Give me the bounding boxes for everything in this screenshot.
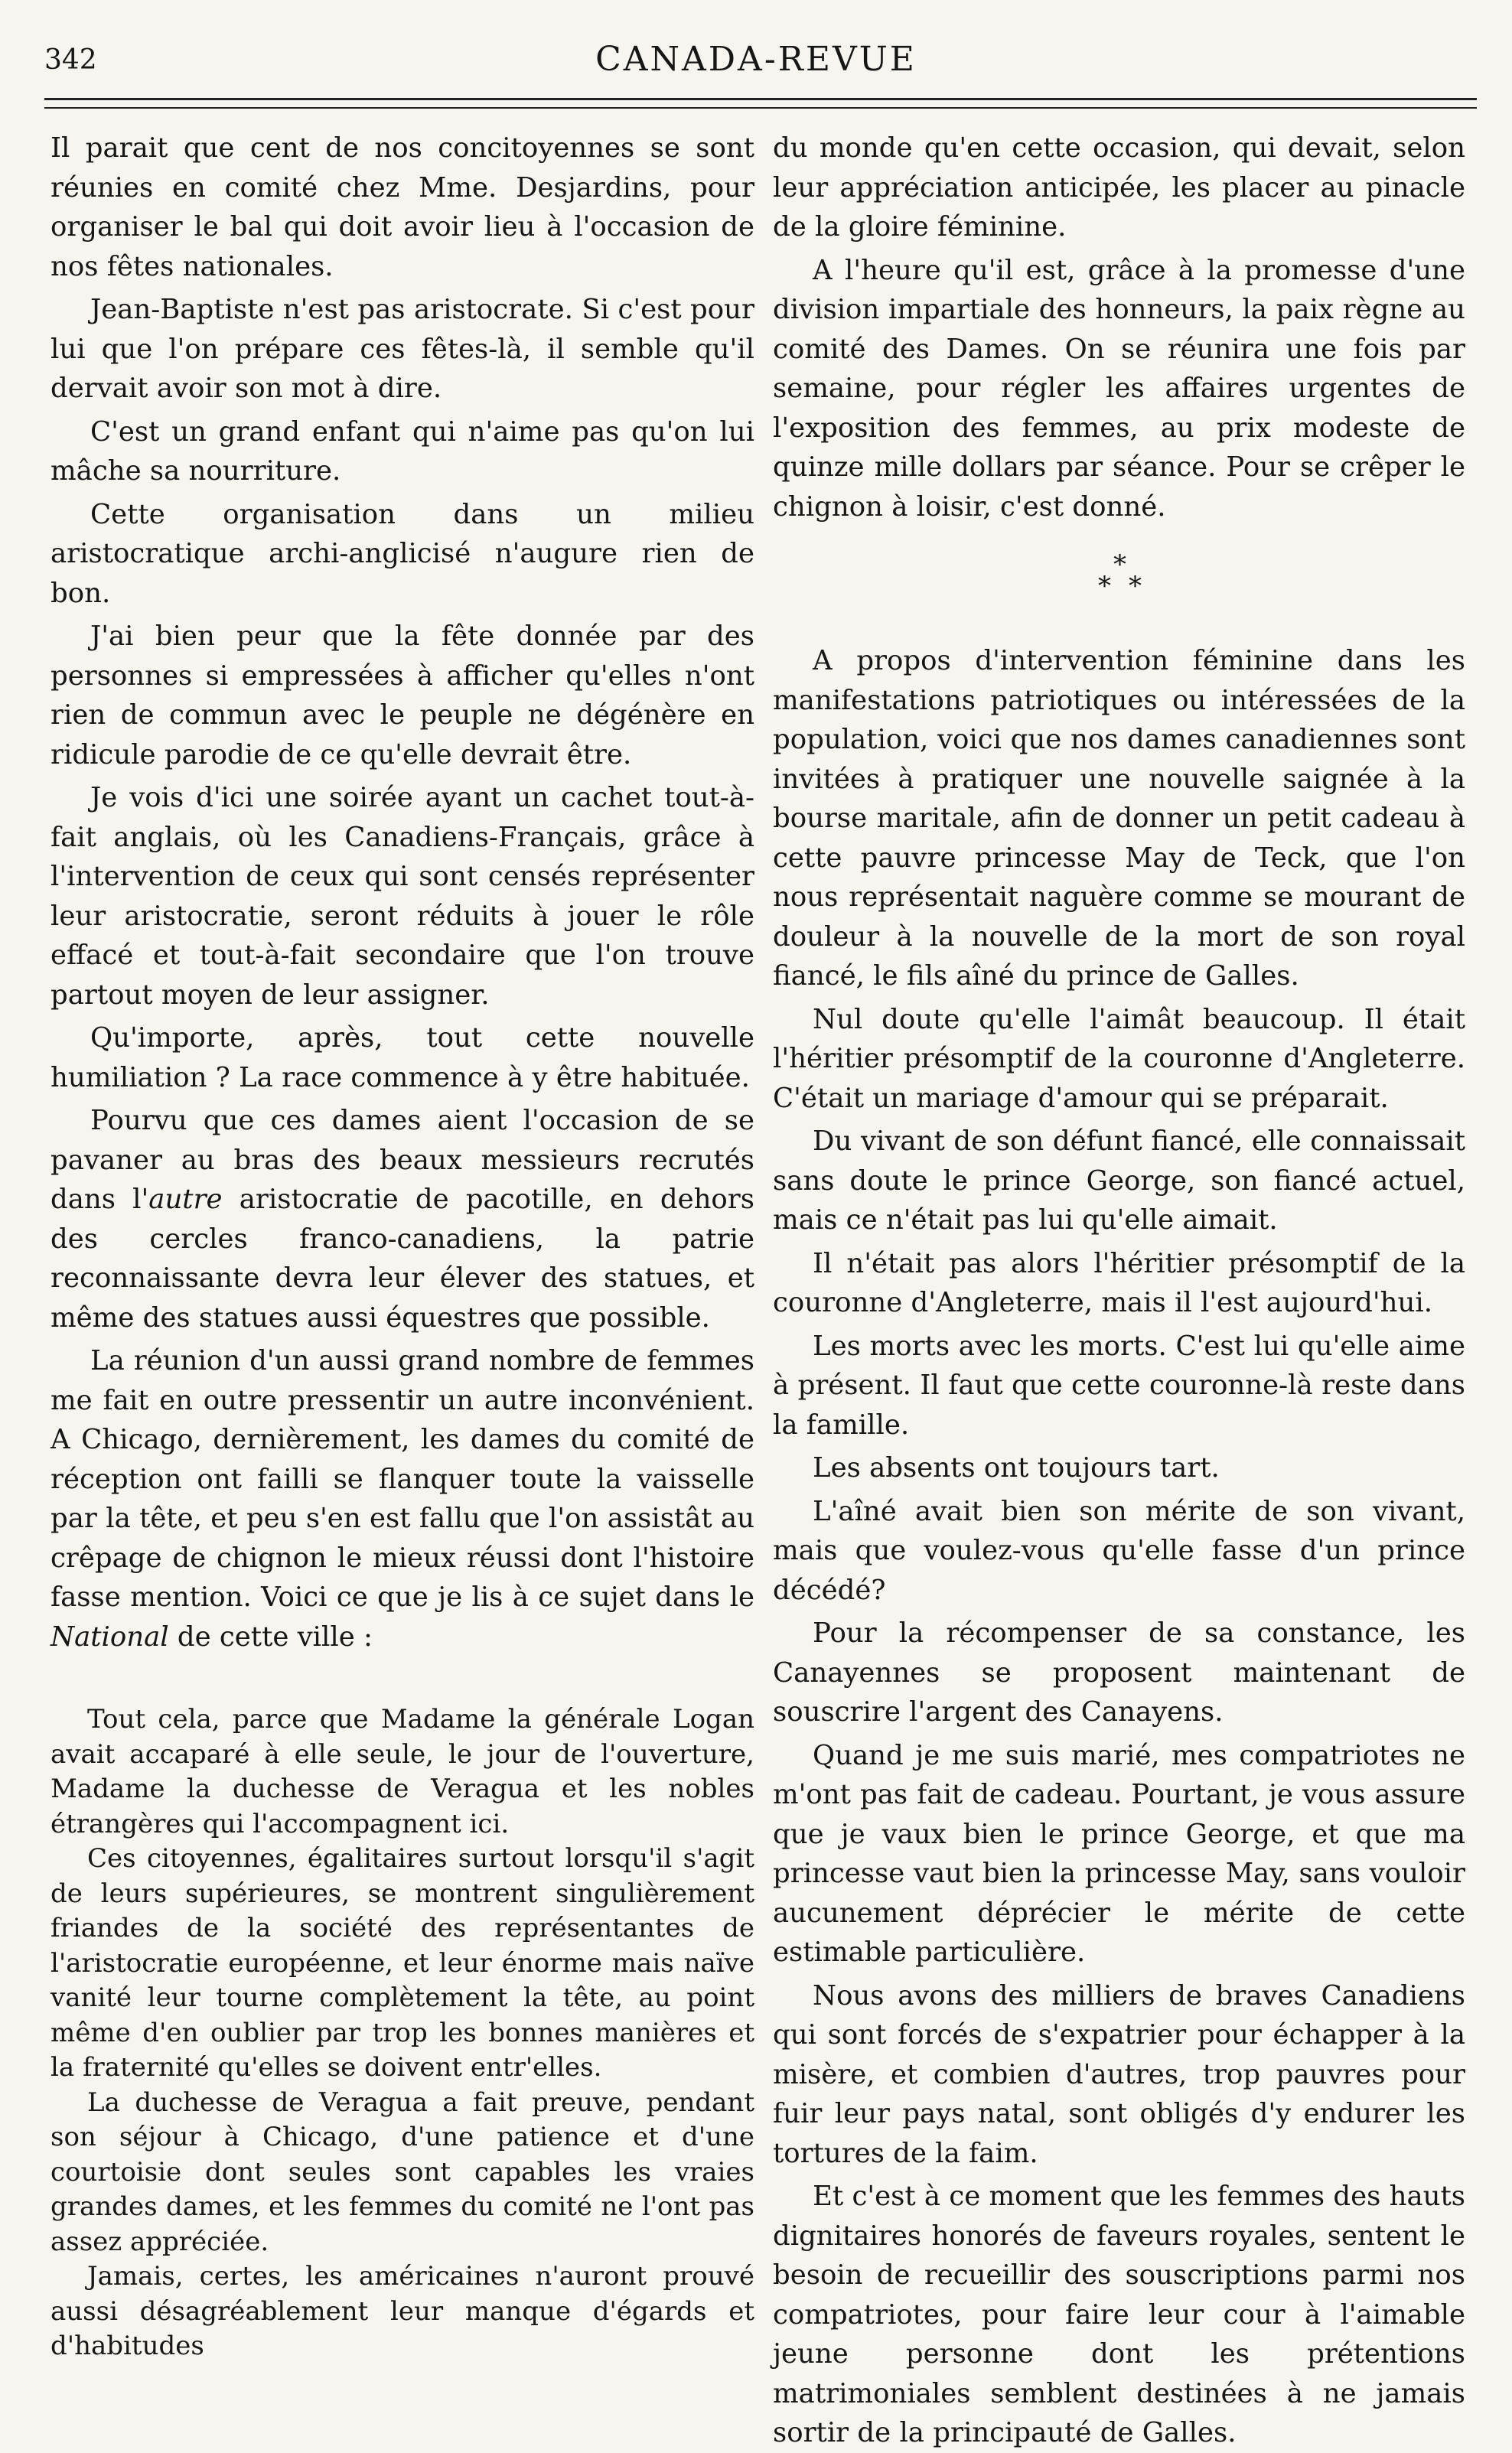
- quote-paragraph: Ces citoyennes, égalitaires surtout lorsqu'il s'agit de leurs supérieures, se montrent singulièrement friandes de la société des représentantes de l'aristocratie européenne, et leur énorme mais naïve vanité leur tourne complètement la tête, au point même d'en oublier par trop les bonnes manières et la fraternité qu'elles se doivent entr'elles.: [51, 1843, 754, 2083]
- asterism-divider: [773, 549, 1465, 641]
- paragraph: Du vivant de son défunt fiancé, elle connaissait sans doute le prince George, son fiancé actuel, mais ce n'était pas lui qu'elle aimait.: [773, 1126, 1465, 1236]
- quote-paragraph: Jamais, certes, les américaines n'auront prouvé aussi désagréablement leur manque d'égards et d'habitudes: [51, 2261, 754, 2361]
- paragraph: Nous avons des milliers de braves Canadiens qui sont forcés de s'expatrier pour échapper à la misère, et combien d'autres, trop pauvres pour fuir leur pays natal, sont obligés d'y endurer les tortures de la faim.: [773, 1979, 1465, 2169]
- running-head-title: CANADA-REVUE: [595, 40, 917, 79]
- text-run: Pourvu que ces dames aient l'occasion de se pavaner au bras des beaux messieurs recrutés dans l': [51, 1105, 754, 1215]
- text-run: aristocratie de pacotille, en dehors des cercles franco-canadiens, la patrie reconnaissante devra leur élever des statues, et même des statues aussi équestres que possible.: [51, 1184, 754, 1334]
- paragraph: Quand je me suis marié, mes compatriotes ne m'ont pas fait de cadeau. Pourtant, je vous assure que je vaux bien le prince George, et que ma princesse vaut bien la princesse May, sans vouloir aucunement déprécier le mérite de cette estimable particulière.: [773, 1739, 1465, 1968]
- asterisk: *: [1113, 549, 1126, 580]
- paragraph: A propos d'intervention féminine dans les manifestations patriotiques ou intéressées de la population, voici que nos dames canadiennes sont invitées à pratiquer une nouvelle saignée à la bourse maritale, afin de donner un petit cadeau à cette pauvre princesse May de Teck, que l'on nous représentait naguère comme se mourant de douleur à la nouvelle de la mort de son royal fiancé, le fils aîné du prince de Galles.: [773, 645, 1465, 992]
- italic-word: autre: [148, 1184, 223, 1215]
- paragraph: L'aîné avait bien son mérite de son vivant, mais que voulez-vous qu'elle fasse d'un prince décédé?: [773, 1495, 1465, 1606]
- right-column: [773, 129, 1465, 2453]
- paragraph: Je vois d'ici une soirée ayant un cachet tout-à-fait anglais, où les Canadiens-Français, grâce à l'intervention de ceux qui sont censés représenter leur aristocratie, seront réduits à jouer le rôle effacé et tout-à-fait secondaire que l'on trouve partout moyen de leur assigner.: [51, 782, 754, 1011]
- paragraph: Nul doute qu'elle l'aimât beaucoup. Il était l'héritier présomptif de la couronne d'Angleterre. C'était un mariage d'amour qui se préparait.: [773, 1003, 1465, 1114]
- paragraph: Cette organisation dans un milieu aristocratique archi-anglicisé n'augure rien de bon.: [51, 498, 754, 609]
- block-quote: [51, 1702, 754, 2364]
- paragraph: A l'heure qu'il est, grâce à la promesse d'une division impartiale des honneurs, la paix règne au comité des Dames. On se réunira une fois par semaine, pour régler les affaires urgentes de l'exposition des femmes, au prix modeste de quinze mille dollars par séance. Pour se crêper le chignon à loisir, c'est donné.: [773, 254, 1465, 523]
- paragraph: Les morts avec les morts. C'est lui qu'elle aime à présent. Il faut que cette couronne-là reste dans la famille.: [773, 1330, 1465, 1441]
- asterisk: *: [1129, 571, 1142, 601]
- paragraph: du monde qu'en cette occasion, qui devait, selon leur appréciation anticipée, les placer au pinacle de la gloire féminine.: [773, 132, 1465, 243]
- paragraph: C'est un grand enfant qui n'aime pas qu'on lui mâche sa nourriture.: [51, 415, 754, 487]
- header-rule: [44, 98, 1477, 100]
- paragraph: [51, 1341, 754, 1657]
- paragraph: Il parait que cent de nos concitoyennes se sont réunies en comité chez Mme. Desjardins, pour organiser le bal qui doit avoir lieu à l'occasion de nos fêtes nationales.: [51, 132, 754, 282]
- paragraph: Pour la récompenser de sa constance, les Canayennes se proposent maintenant de souscrire l'argent des Canayens.: [773, 1617, 1465, 1728]
- text-run: La réunion d'un aussi grand nombre de femmes me fait en outre pressentir un autre inconvénient. A Chicago, dernièrement, les dames du comité de réception ont failli se flanquer toute la vaisselle par la tête, et peu s'en est fallu que l'on assistât au crêpage de chignon le mieux réussi dont l'histoire fasse mention. Voici ce que je lis à ce sujet dans le: [51, 1345, 754, 1613]
- quote-paragraph: La duchesse de Veragua a fait preuve, pendant son séjour à Chicago, d'une patience et d'une courtoisie dont seules sont capables les vraies grandes dames, et les femmes du comité ne l'ont pas assez appréciée.: [51, 2087, 754, 2257]
- left-column: [51, 129, 754, 2364]
- quote-paragraph: Tout cela, parce que Madame la générale Logan avait accaparé à elle seule, le jour de l'ouverture, Madame la duchesse de Veragua et les nobles étrangères qui l'accompagnent ici.: [51, 1704, 754, 1839]
- paragraph: Il n'était pas alors l'héritier présomptif de la couronne d'Angleterre, mais il l'est aujourd'hui.: [773, 1247, 1465, 1318]
- header-rule-thin: [44, 107, 1477, 109]
- paragraph: [51, 1101, 754, 1337]
- paragraph: Qu'importe, après, tout cette nouvelle humiliation ? La race commence à y être habituée.: [51, 1022, 754, 1093]
- paragraph: Les absents ont toujours tart.: [813, 1452, 1220, 1484]
- paragraph: Et c'est à ce moment que les femmes des hauts dignitaires honorés de faveurs royales, sentent le besoin de recueillir des souscriptions parmi nos compatriotes, pour faire leur cour à l'aimable jeune personne dont les prétentions matrimoniales semblent destinées à ne jamais sortir de la principauté de Galles.: [773, 2181, 1465, 2448]
- asterisk: *: [1098, 571, 1111, 601]
- page-number: 342: [44, 44, 97, 76]
- text-run: de cette ville :: [168, 1621, 373, 1653]
- paragraph: Jean-Baptiste n'est pas aristocrate. Si c'est pour lui que l'on prépare ces fêtes-là, il semble qu'il dervait avoir son mot à dire.: [51, 294, 754, 404]
- paragraph: J'ai bien peur que la fête donnée par des personnes si empressées à afficher qu'elles n'ont rien de commun avec le peuple ne dégénère en ridicule parodie de ce qu'elle devrait être.: [51, 621, 754, 770]
- italic-word: National: [51, 1621, 169, 1653]
